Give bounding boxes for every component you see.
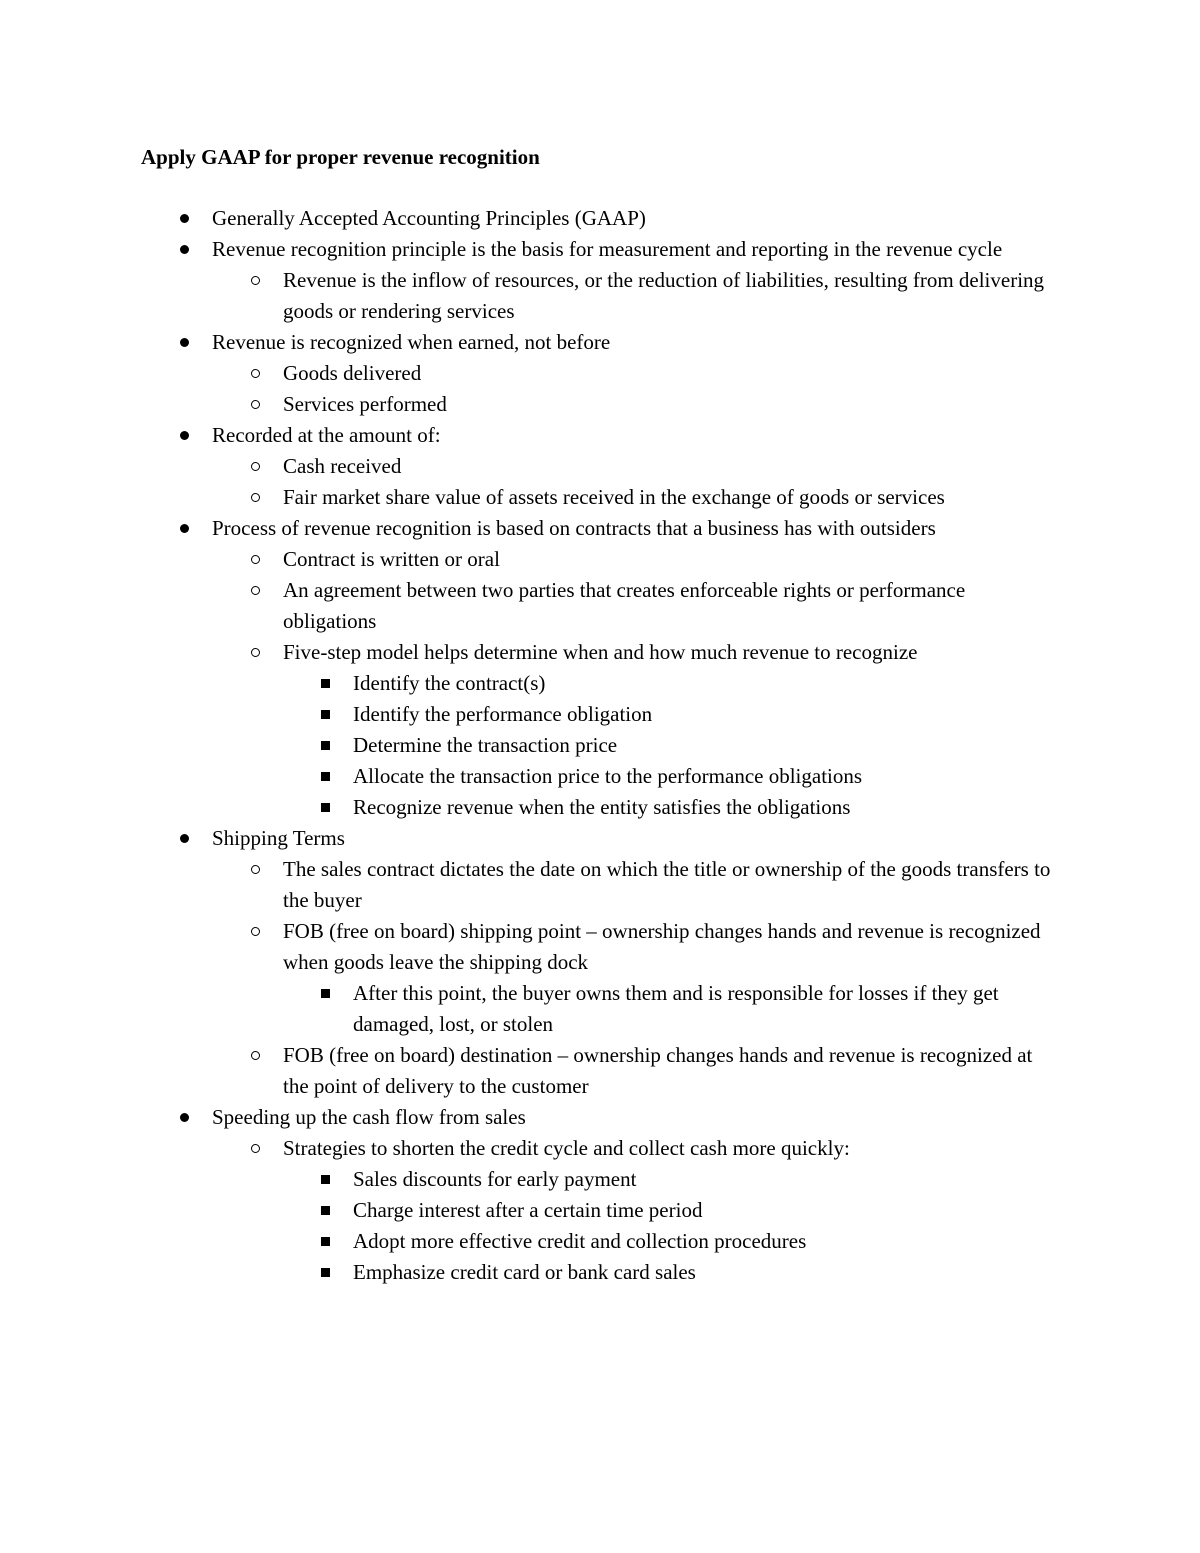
bullet-square-icon bbox=[321, 1206, 330, 1215]
list-item-text: Contract is written or oral bbox=[283, 547, 500, 571]
list-item-text: Process of revenue recognition is based on contracts that a business has with outsiders bbox=[212, 516, 936, 540]
list-item-text: Recorded at the amount of: bbox=[212, 423, 441, 447]
list-item-level-3 bbox=[0, 699, 1060, 730]
list-item-level-2 bbox=[0, 916, 1060, 1040]
list-item-text: Charge interest after a certain time period bbox=[353, 1198, 703, 1222]
page-title: Apply GAAP for proper revenue recognition bbox=[141, 145, 540, 169]
list-item-level-3 bbox=[0, 730, 1060, 761]
list-item-level-1 bbox=[0, 420, 1060, 513]
list-item-level-3 bbox=[0, 1164, 1060, 1195]
list-item-text: Determine the transaction price bbox=[353, 733, 618, 757]
bullet-circle-icon bbox=[251, 648, 260, 657]
list-item-level-1 bbox=[0, 823, 1060, 1102]
list-item-text: Fair market share value of assets received in the exchange of goods or services bbox=[283, 485, 945, 509]
bullet-square-icon bbox=[321, 803, 330, 812]
level-3-list bbox=[0, 1164, 1060, 1288]
list-item-text: Strategies to shorten the credit cycle and collect cash more quickly: bbox=[283, 1136, 850, 1160]
level-2-list bbox=[0, 1133, 1060, 1288]
list-item-text: Revenue is the inflow of resources, or the reduction of liabilities, resulting from delivering goods or rendering services bbox=[283, 268, 1045, 323]
bullet-dot-icon bbox=[180, 245, 189, 254]
list-item-text: Identify the performance obligation bbox=[353, 702, 653, 726]
bullet-dot-icon bbox=[180, 214, 189, 223]
level-2-list bbox=[0, 358, 1060, 420]
list-item-text: After this point, the buyer owns them and is responsible for losses if they get damaged, lost, or stolen bbox=[353, 981, 999, 1036]
list-item-level-2 bbox=[0, 1040, 1060, 1102]
level-2-list bbox=[0, 544, 1060, 823]
list-item-level-1 bbox=[0, 203, 1060, 234]
list-item-level-3 bbox=[0, 761, 1060, 792]
list-item-text: Emphasize credit card or bank card sales bbox=[353, 1260, 696, 1284]
level-1-list bbox=[0, 203, 1200, 1288]
bullet-square-icon bbox=[321, 679, 330, 688]
list-item-level-3 bbox=[0, 1257, 1060, 1288]
list-item-text: Cash received bbox=[283, 454, 402, 478]
list-item-level-3 bbox=[0, 1195, 1060, 1226]
list-item-level-3 bbox=[0, 978, 1060, 1040]
bullet-circle-icon bbox=[251, 276, 260, 285]
list-item-level-3 bbox=[0, 1226, 1060, 1257]
bullet-square-icon bbox=[321, 772, 330, 781]
list-item-level-3 bbox=[0, 668, 1060, 699]
bullet-square-icon bbox=[321, 1268, 330, 1277]
list-item-level-2 bbox=[0, 482, 1060, 513]
list-item-text: FOB (free on board) shipping point – ownership changes hands and revenue is recognized when goods leave the shipping dock bbox=[283, 919, 1041, 974]
list-item-level-2 bbox=[0, 389, 1060, 420]
list-item-level-2 bbox=[0, 544, 1060, 575]
list-item-text: An agreement between two parties that creates enforceable rights or performance obligations bbox=[283, 578, 966, 633]
list-item-text: Recognize revenue when the entity satisfies the obligations bbox=[353, 795, 851, 819]
bullet-dot-icon bbox=[180, 524, 189, 533]
bullet-square-icon bbox=[321, 1237, 330, 1246]
bullet-circle-icon bbox=[251, 369, 260, 378]
bullet-square-icon bbox=[321, 989, 330, 998]
list-item-level-2 bbox=[0, 854, 1060, 916]
list-item-level-1 bbox=[0, 234, 1060, 327]
list-item-level-1 bbox=[0, 513, 1060, 823]
bullet-circle-icon bbox=[251, 1051, 260, 1060]
list-item-level-2 bbox=[0, 451, 1060, 482]
list-item-text: Sales discounts for early payment bbox=[353, 1167, 637, 1191]
bullet-circle-icon bbox=[251, 493, 260, 502]
list-item-level-2 bbox=[0, 265, 1060, 327]
level-2-list bbox=[0, 854, 1060, 1102]
bullet-dot-icon bbox=[180, 338, 189, 347]
bullet-circle-icon bbox=[251, 586, 260, 595]
list-item-level-2 bbox=[0, 637, 1060, 823]
level-3-list bbox=[0, 668, 1060, 823]
bullet-square-icon bbox=[321, 741, 330, 750]
list-item-level-3 bbox=[0, 792, 1060, 823]
list-item-text: Speeding up the cash flow from sales bbox=[212, 1105, 526, 1129]
bullet-dot-icon bbox=[180, 834, 189, 843]
list-item-text: FOB (free on board) destination – ownership changes hands and revenue is recognized at the point of delivery to the customer bbox=[283, 1043, 1033, 1098]
bullet-dot-icon bbox=[180, 431, 189, 440]
list-item-level-2 bbox=[0, 575, 1060, 637]
list-item-text: Shipping Terms bbox=[212, 826, 345, 850]
bullet-circle-icon bbox=[251, 555, 260, 564]
list-item-text: Adopt more effective credit and collection procedures bbox=[353, 1229, 807, 1253]
bullet-circle-icon bbox=[251, 1144, 260, 1153]
bullet-circle-icon bbox=[251, 927, 260, 936]
list-item-text: Generally Accepted Accounting Principles (GAAP) bbox=[212, 206, 646, 230]
bullet-circle-icon bbox=[251, 400, 260, 409]
list-item-level-1 bbox=[0, 327, 1060, 420]
level-2-list bbox=[0, 451, 1060, 513]
list-item-text: The sales contract dictates the date on which the title or ownership of the goods transfers to the buyer bbox=[283, 857, 1051, 912]
bullet-circle-icon bbox=[251, 462, 260, 471]
bullet-outline bbox=[0, 203, 1200, 1288]
list-item-level-2 bbox=[0, 358, 1060, 389]
bullet-square-icon bbox=[321, 1175, 330, 1184]
list-item-text: Five-step model helps determine when and how much revenue to recognize bbox=[283, 640, 918, 664]
list-item-text: Goods delivered bbox=[283, 361, 422, 385]
list-item-text: Services performed bbox=[283, 392, 447, 416]
bullet-dot-icon bbox=[180, 1113, 189, 1122]
list-item-level-2 bbox=[0, 1133, 1060, 1288]
bullet-circle-icon bbox=[251, 865, 260, 874]
list-item-text: Identify the contract(s) bbox=[353, 671, 546, 695]
list-item-level-1 bbox=[0, 1102, 1060, 1288]
list-item-text: Revenue is recognized when earned, not before bbox=[212, 330, 611, 354]
list-item-text: Revenue recognition principle is the basis for measurement and reporting in the revenue cycle bbox=[212, 237, 1003, 261]
bullet-square-icon bbox=[321, 710, 330, 719]
level-3-list bbox=[0, 978, 1060, 1040]
level-2-list bbox=[0, 265, 1060, 327]
list-item-text: Allocate the transaction price to the performance obligations bbox=[353, 764, 863, 788]
